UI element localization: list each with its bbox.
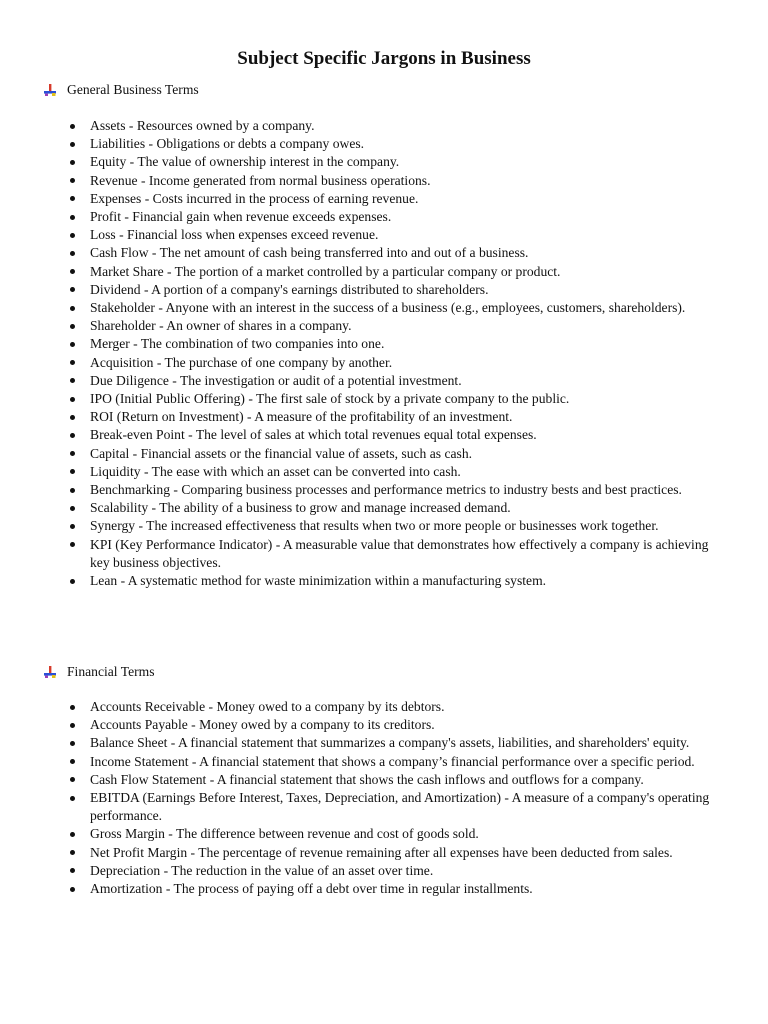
list-item: Expenses - Costs incurred in the process of earning revenue. — [90, 190, 730, 208]
arrow-bullet-icon — [44, 84, 56, 96]
list-item: Liquidity - The ease with which an asset can be converted into cash. — [90, 463, 730, 481]
marker-stem — [49, 84, 51, 92]
marker-corner-yellow — [52, 93, 56, 96]
list-item: Loss - Financial loss when expenses exceed revenue. — [90, 226, 730, 244]
list-item: Benchmarking - Comparing business processes and performance metrics to industry bests and best practices. — [90, 481, 730, 499]
list-item: Net Profit Margin - The percentage of revenue remaining after all expenses have been deducted from sales. — [90, 844, 730, 862]
financial-terms-list — [90, 698, 730, 898]
list-item: Income Statement - A financial statement that shows a company’s financial performance over a specific period. — [90, 753, 730, 771]
section-heading-financial — [44, 663, 155, 681]
list-item: Due Diligence - The investigation or audit of a potential investment. — [90, 372, 730, 390]
list-item: Amortization - The process of paying off a debt over time in regular installments. — [90, 880, 730, 898]
list-item: Liabilities - Obligations or debts a company owes. — [90, 135, 730, 153]
list-item: Acquisition - The purchase of one company by another. — [90, 354, 730, 372]
list-item: ROI (Return on Investment) - A measure of the profitability of an investment. — [90, 408, 730, 426]
list-item: Balance Sheet - A financial statement that summarizes a company's assets, liabilities, and shareholders' equity. — [90, 734, 730, 752]
marker-corner-yellow — [52, 675, 56, 678]
section-heading-label: Financial Terms — [67, 664, 155, 679]
list-item: Merger - The combination of two companies into one. — [90, 335, 730, 353]
list-item: Revenue - Income generated from normal business operations. — [90, 172, 730, 190]
list-item: Lean - A systematic method for waste minimization within a manufacturing system. — [90, 572, 730, 590]
list-item: Cash Flow Statement - A financial statement that shows the cash inflows and outflows for a company. — [90, 771, 730, 789]
page-title: Subject Specific Jargons in Business — [237, 48, 531, 69]
list-item: Scalability - The ability of a business to grow and manage increased demand. — [90, 499, 730, 517]
marker-stem — [49, 666, 51, 674]
list-item: Break-even Point - The level of sales at which total revenues equal total expenses. — [90, 426, 730, 444]
list-item: Shareholder - An owner of shares in a company. — [90, 317, 730, 335]
list-item: Profit - Financial gain when revenue exceeds expenses. — [90, 208, 730, 226]
list-item: Equity - The value of ownership interest in the company. — [90, 153, 730, 171]
marker-corner-purple — [45, 676, 48, 678]
list-item: Depreciation - The reduction in the value of an asset over time. — [90, 862, 730, 880]
list-item: Stakeholder - Anyone with an interest in the success of a business (e.g., employees, customers, shareholders). — [90, 299, 730, 317]
list-item: Accounts Receivable - Money owed to a company by its debtors. — [90, 698, 730, 716]
list-item: EBITDA (Earnings Before Interest, Taxes, Depreciation, and Amortization) - A measure of a company's operating performance. — [90, 789, 730, 825]
list-item: Market Share - The portion of a market controlled by a particular company or product. — [90, 263, 730, 281]
list-item: Accounts Payable - Money owed by a company to its creditors. — [90, 716, 730, 734]
list-item: Gross Margin - The difference between revenue and cost of goods sold. — [90, 825, 730, 843]
list-item: Synergy - The increased effectiveness that results when two or more people or businesses work together. — [90, 517, 730, 535]
arrow-bullet-icon — [44, 666, 56, 678]
list-item: KPI (Key Performance Indicator) - A measurable value that demonstrates how effectively a company is achieving key business objectives. — [90, 536, 730, 572]
marker-corner-purple — [45, 94, 48, 96]
list-item: Assets - Resources owned by a company. — [90, 117, 730, 135]
list-item: Capital - Financial assets or the financial value of assets, such as cash. — [90, 445, 730, 463]
section-heading-label: General Business Terms — [67, 82, 199, 97]
list-item: Dividend - A portion of a company's earnings distributed to shareholders. — [90, 281, 730, 299]
list-item: Cash Flow - The net amount of cash being transferred into and out of a business. — [90, 244, 730, 262]
list-item: IPO (Initial Public Offering) - The first sale of stock by a private company to the public. — [90, 390, 730, 408]
section-heading-general-business — [44, 81, 199, 99]
general-business-terms-list — [90, 117, 730, 590]
